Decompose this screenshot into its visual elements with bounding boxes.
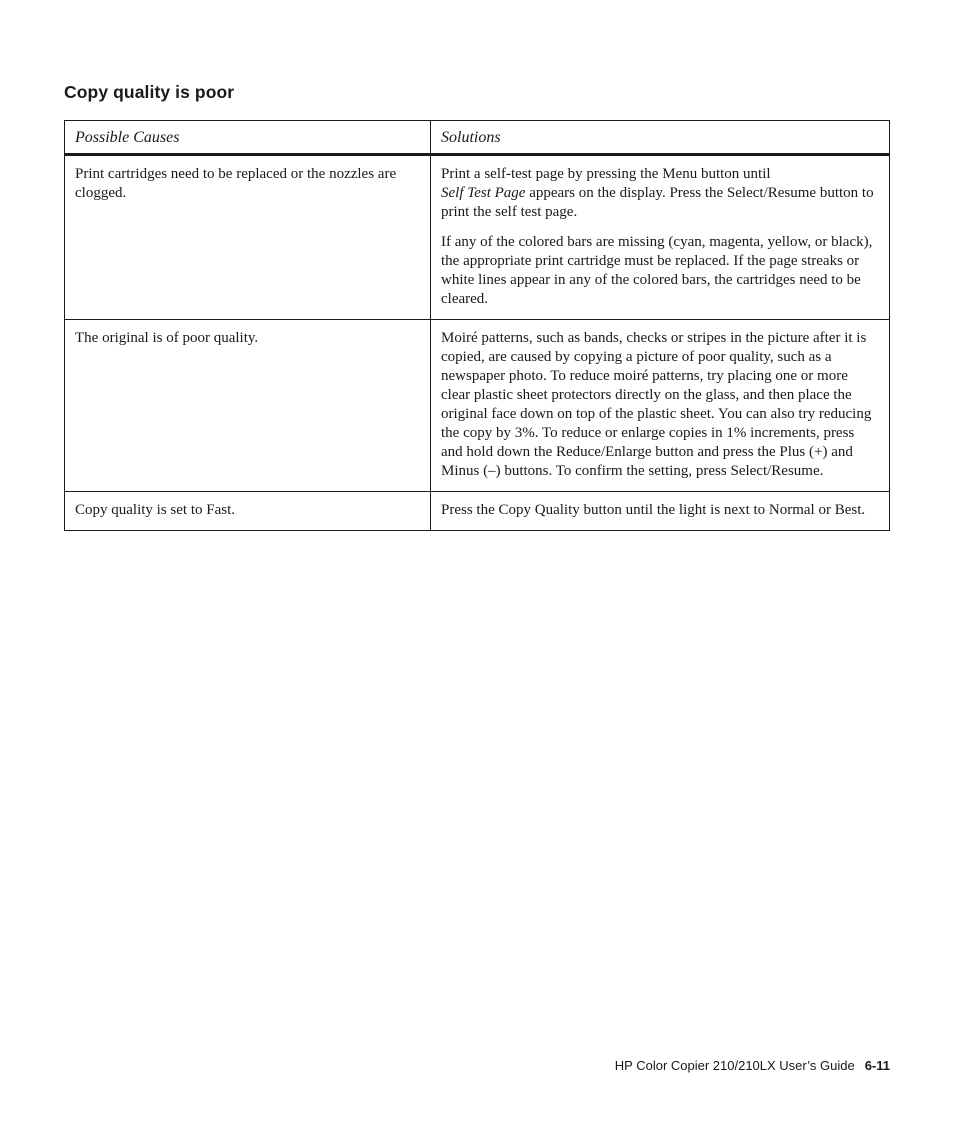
table-row — [65, 320, 890, 492]
cause-text: Copy quality is set to Fast. — [75, 502, 236, 518]
cause-text: Print cartridges need to be replaced or the nozzles are clogged. — [75, 166, 397, 201]
page-footer — [615, 1058, 890, 1073]
cause-text: The original is of poor quality. — [75, 330, 259, 346]
header-possible-causes: Possible Causes — [65, 121, 431, 155]
solution-cell — [431, 155, 890, 320]
solution-paragraph — [441, 165, 879, 222]
solution-cell — [431, 320, 890, 492]
solution-paragraph: Moiré patterns, such as bands, checks or stripes in the picture after it is copied, are caused by copying a picture of poor quality, such as a newspaper photo. To reduce moiré patterns, try placing one or more clear plastic sheet protectors directly on the glass, and then place the original face down on top of the plastic sheet. You can also try reducing the copy by 3%. To reduce or enlarge copies in 1% increments, press and hold down the Reduce/Enlarge button and press the Plus (+) and Minus (–) buttons. To confirm the setting, press Select/Resume. — [441, 330, 872, 479]
cause-cell — [65, 492, 431, 531]
display-message-text: Self Test Page — [441, 185, 526, 201]
guide-title: HP Color Copier 210/210LX User’s Guide — [614, 1058, 855, 1073]
troubleshooting-table — [64, 120, 890, 531]
table-row — [65, 492, 890, 531]
cause-cell — [65, 320, 431, 492]
header-solutions: Solutions — [431, 121, 890, 155]
solution-text: Print a self-test page by pressing the Menu button until — [441, 166, 771, 182]
solution-paragraph: If any of the colored bars are missing (cyan, magenta, yellow, or black), the appropriate print cartridge must be replaced. If the page streaks or white lines appear in any of the colored bars, the cartridges need to be cleared. — [441, 234, 873, 307]
page-number: 6-11 — [864, 1058, 890, 1073]
solution-cell — [431, 492, 890, 531]
section-title: Copy quality is poor — [64, 82, 235, 102]
solution-text: appears on the display. Press the Select/Resume button to print the self test page. — [441, 185, 874, 220]
cause-cell — [65, 155, 431, 320]
table-header-row — [65, 121, 890, 155]
table-row — [65, 155, 890, 320]
solution-paragraph: Press the Copy Quality button until the light is next to Normal or Best. — [441, 502, 866, 518]
